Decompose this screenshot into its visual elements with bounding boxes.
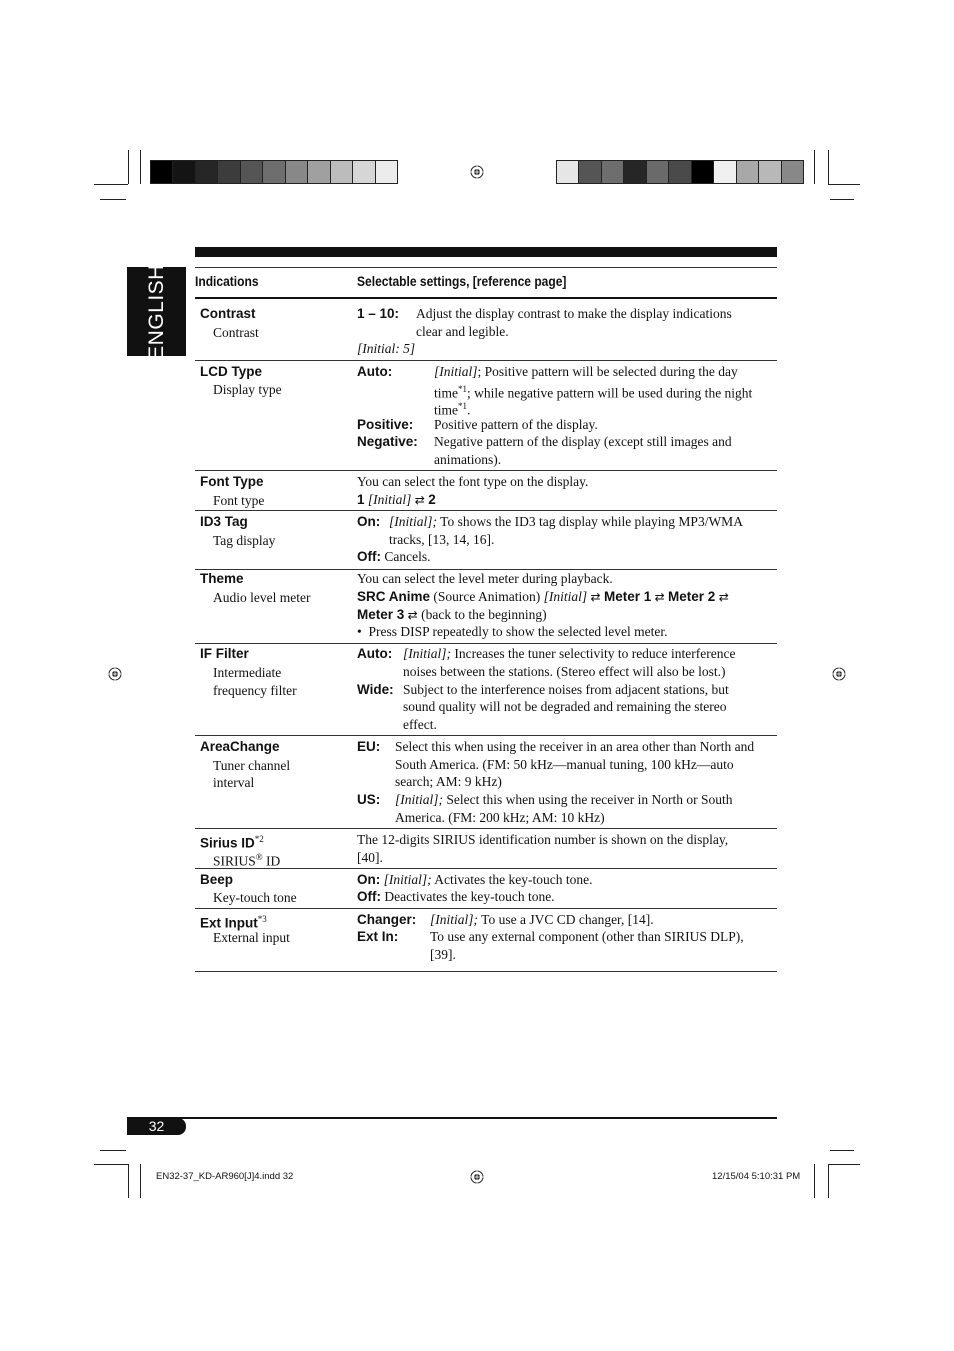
crop-mark [828, 1164, 829, 1198]
sirius-title: Sirius ID$^{*2}$ [200, 834, 264, 851]
area-title: AreaChange [200, 739, 280, 754]
crop-mark [828, 150, 829, 184]
lcd-key-positive: Positive: [357, 417, 414, 432]
font-options: 1 [Initial] ⇄ 2 [357, 492, 436, 507]
toggle-arrows-icon: ⇄ [590, 590, 601, 604]
area-eu-desc: South America. (FM: 50 kHz—manual tuning, 100 kHz—auto [395, 757, 734, 772]
lcd-auto-desc: time$^{*1}$; while negative pattern will be used during the night [434, 384, 753, 401]
ext-changer-desc: [Initial]; To use a JVC CD changer, [14]. [430, 912, 654, 927]
id3-title: ID3 Tag [200, 514, 248, 529]
iff-auto-desc: [Initial]; Increases the tuner selectivity to reduce interference [403, 646, 736, 661]
lcd-auto-desc: [Initial]; Positive pattern will be selected during the day [434, 364, 738, 379]
area-eu-desc: search; AM: 9 kHz) [395, 774, 502, 789]
id3-off: Off: Cancels. [357, 549, 431, 564]
area-us-desc: America. (FM: 200 kHz; AM: 10 kHz) [395, 810, 605, 825]
theme-title: Theme [200, 571, 244, 586]
registration-mark-icon [470, 165, 484, 179]
crop-mark [828, 184, 860, 185]
crop-mark [830, 199, 854, 200]
sirius-desc: [40]. [357, 850, 383, 865]
id3-on-desc: [Initial]; To shows the ID3 tag display while playing MP3/WMA [389, 514, 743, 529]
beep-on: On: [Initial]; Activates the key-touch tone. [357, 872, 593, 887]
crop-mark [828, 1164, 860, 1165]
area-sub: interval [213, 775, 255, 790]
registration-mark-icon [108, 667, 122, 681]
divider [195, 470, 777, 471]
area-eu-desc: Select this when using the receiver in an area other than North and [395, 739, 755, 754]
page-number: 32 [127, 1118, 186, 1135]
area-key-eu: EU: [357, 739, 381, 754]
lcd-title: LCD Type [200, 364, 263, 379]
contrast-title: Contrast [200, 306, 256, 321]
divider [195, 360, 777, 361]
crop-mark [140, 150, 141, 184]
toggle-arrows-icon: ⇄ [407, 608, 418, 622]
id3-key-on: On: [357, 514, 381, 529]
bullet-icon: • [357, 624, 362, 639]
lcd-negative-desc: Negative pattern of the display (except still images and [434, 434, 732, 449]
footer-file: EN32-37_KD-AR960[J]4.indd 32 [156, 1171, 294, 1182]
crop-mark [94, 184, 128, 185]
iff-wide-desc: effect. [403, 717, 437, 732]
ext-extin-desc: To use any external component (other than SIRIUS DLP), [430, 929, 744, 944]
crop-mark [94, 1164, 128, 1165]
divider [195, 735, 777, 736]
divider [195, 868, 777, 869]
grayscale-bar-right [556, 160, 804, 184]
crop-mark [814, 1164, 815, 1198]
crop-mark [140, 1164, 141, 1198]
lcd-negative-desc: animations). [434, 452, 502, 467]
divider [195, 297, 777, 299]
divider [195, 643, 777, 644]
crop-mark [100, 199, 126, 200]
divider [195, 510, 777, 511]
lcd-sub: Display type [213, 382, 282, 397]
registration-mark-icon [470, 1170, 484, 1184]
registration-mark-icon [832, 667, 846, 681]
theme-options: SRC Anime (Source Animation) [Initial] ⇄ Meter 1 ⇄ Meter 2 ⇄ [357, 589, 729, 604]
theme-note: • Press DISP repeatedly to show the selected level meter. [357, 624, 668, 639]
iff-key-wide: Wide: [357, 682, 394, 697]
lcd-positive-desc: Positive pattern of the display. [434, 417, 598, 432]
area-key-us: US: [357, 792, 381, 807]
ext-sub: External input [213, 930, 290, 945]
area-sub: Tuner channel [213, 758, 291, 773]
iff-key-auto: Auto: [357, 646, 393, 661]
beep-off: Off: Deactivates the key-touch tone. [357, 889, 555, 904]
iff-sub: frequency filter [213, 683, 297, 698]
toggle-arrows-icon: ⇄ [414, 493, 425, 507]
divider [195, 267, 777, 268]
ext-extin-desc: [39]. [430, 947, 456, 962]
iff-sub: Intermediate [213, 665, 282, 680]
bottom-rule [127, 1117, 777, 1119]
ext-title: Ext Input$^{*3}$ [200, 914, 267, 931]
toggle-arrows-icon: ⇄ [654, 590, 665, 604]
contrast-key: 1 – 10: [357, 306, 400, 321]
grayscale-bar-left [150, 160, 398, 184]
top-rule [195, 247, 777, 257]
theme-options: Meter 3 ⇄ (back to the beginning) [357, 607, 547, 622]
header-settings: Selectable settings, [reference page] [357, 273, 567, 289]
id3-sub: Tag display [213, 533, 276, 548]
theme-desc: You can select the level meter during playback. [357, 571, 613, 586]
theme-sub: Audio level meter [213, 590, 311, 605]
beep-sub: Key-touch tone [213, 890, 297, 905]
crop-mark [830, 1150, 854, 1151]
id3-on-desc: tracks, [13, 14, 16]. [389, 532, 495, 547]
font-desc: You can select the font type on the display. [357, 474, 589, 489]
crop-mark [814, 150, 815, 184]
sirius-desc: The 12-digits SIRIUS identification number is shown on the display, [357, 832, 729, 847]
lcd-key-negative: Negative: [357, 434, 418, 449]
font-sub: Font type [213, 493, 265, 508]
lcd-key-auto: Auto: [357, 364, 393, 379]
iff-auto-desc: noises between the stations. (Stereo effect will also be lost.) [403, 664, 726, 679]
header-indications: Indications [195, 273, 259, 289]
divider [195, 971, 777, 972]
language-tab [127, 263, 186, 360]
ext-key-changer: Changer: [357, 912, 417, 927]
lcd-auto-desc: time$^{*1}$. [434, 401, 471, 418]
divider [195, 908, 777, 909]
language-tab-label: ENGLISH [144, 263, 168, 360]
contrast-desc: Adjust the display contrast to make the display indications [416, 306, 732, 321]
contrast-desc: clear and legible. [416, 324, 509, 339]
toggle-arrows-icon: ⇄ [718, 590, 729, 604]
contrast-sub: Contrast [213, 325, 259, 340]
crop-mark [128, 150, 129, 184]
footer-date: 12/15/04 5:10:31 PM [712, 1171, 801, 1182]
ext-key-extin: Ext In: [357, 929, 399, 944]
font-title: Font Type [200, 474, 264, 489]
crop-mark [128, 1164, 129, 1198]
crop-mark [100, 1150, 126, 1151]
iff-wide-desc: sound quality will not be degraded and remaining the stereo [403, 699, 727, 714]
contrast-initial: [Initial: 5] [357, 341, 416, 356]
iff-title: IF Filter [200, 646, 249, 661]
area-us-desc: [Initial]; Select this when using the receiver in North or South [395, 792, 733, 807]
divider [195, 828, 777, 829]
sirius-sub: SIRIUS® ID [213, 852, 281, 869]
beep-title: Beep [200, 872, 234, 887]
iff-wide-desc: Subject to the interference noises from adjacent stations, but [403, 682, 729, 697]
